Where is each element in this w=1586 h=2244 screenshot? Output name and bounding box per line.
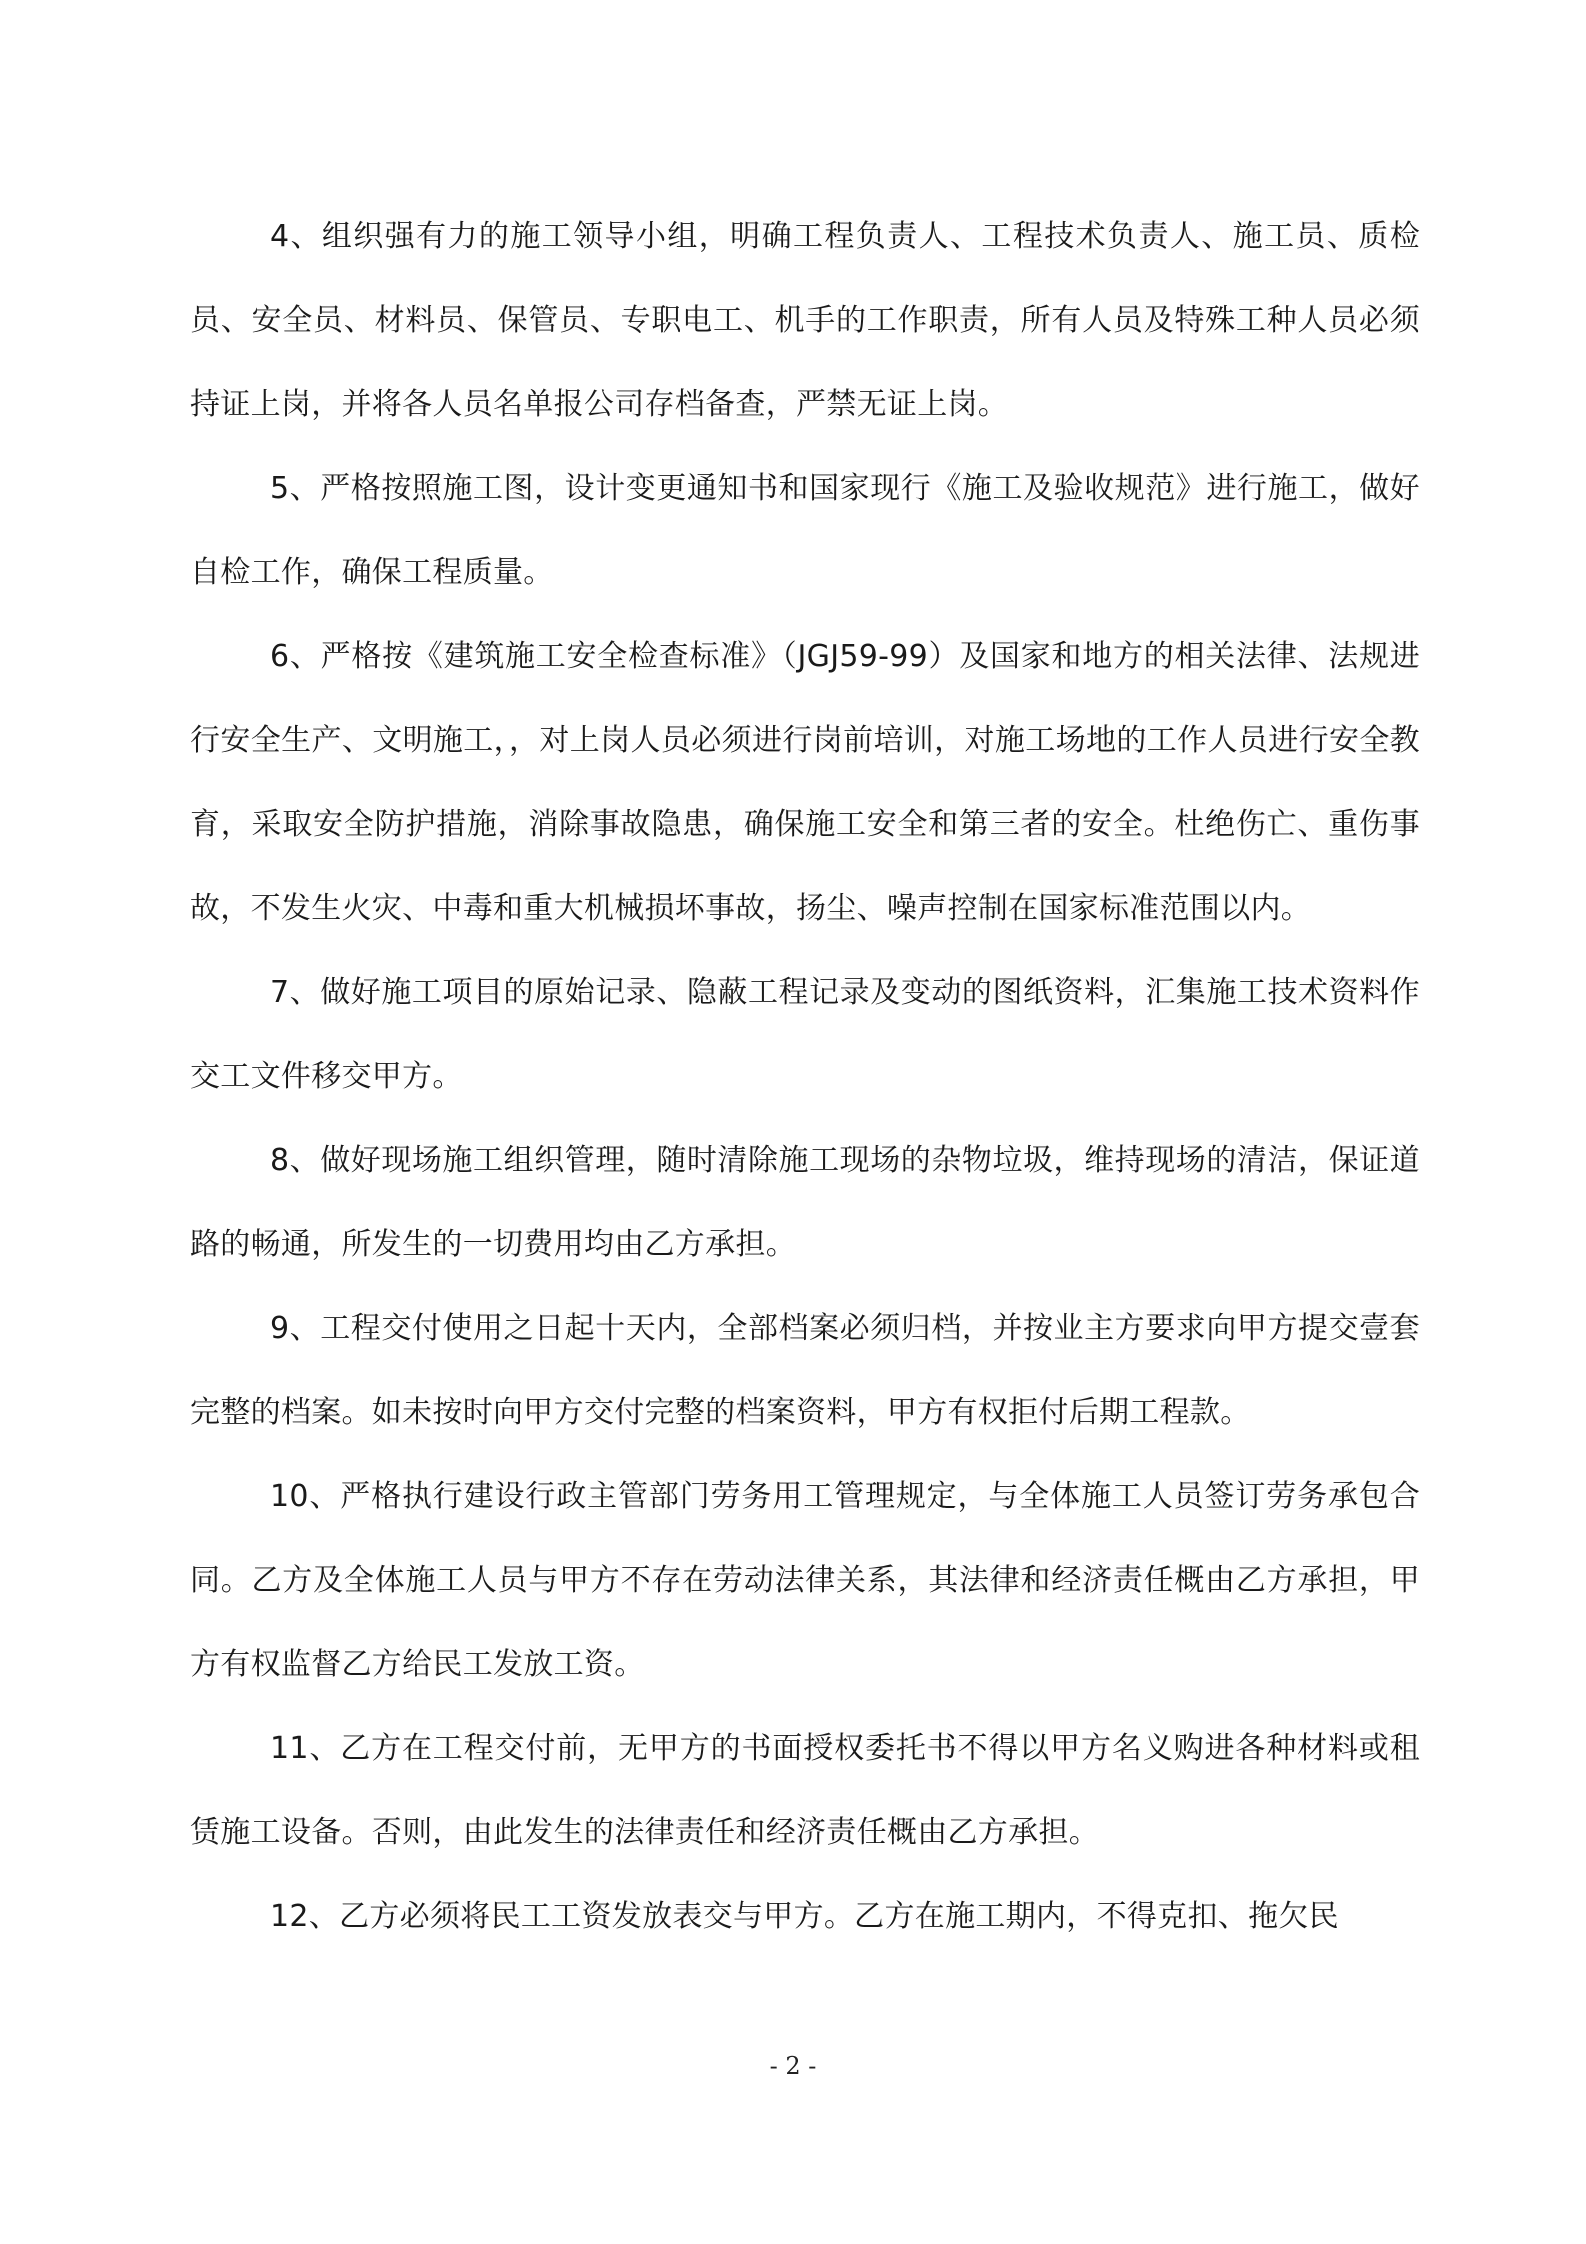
clause-7-paragraph: 7、做好施工项目的原始记录、隐蔽工程记录及变动的图纸资料，汇集施工技术资料作交工文件移交甲方。 xyxy=(190,975,1420,1094)
clause-5-paragraph: 5、严格按照施工图，设计变更通知书和国家现行《施工及验收规范》进行施工，做好自检工作，确保工程质量。 xyxy=(190,471,1420,590)
clause-4-paragraph: 4、组织强有力的施工领导小组，明确工程负责人、工程技术负责人、施工员、质检员、安全员、材料员、保管员、专职电工、机手的工作职责，所有人员及特殊工种人员必须持证上岗，并将各人员名单报公司存档备查，严禁无证上岗。 xyxy=(190,219,1420,422)
clause-12-paragraph: 12、乙方必须将民工工资发放表交与甲方。乙方在施工期内，不得克扣、拖欠民 xyxy=(270,1899,1339,1934)
clause-9-paragraph: 9、工程交付使用之日起十天内，全部档案必须归档，并按业主方要求向甲方提交壹套完整的档案。如未按时向甲方交付完整的档案资料，甲方有权拒付后期工程款。 xyxy=(190,1311,1420,1430)
clause-10-paragraph: 10、严格执行建设行政主管部门劳务用工管理规定，与全体施工人员签订劳务承包合同。乙方及全体施工人员与甲方不存在劳动法律关系，其法律和经济责任概由乙方承担，甲方有权监督乙方给民工发放工资。 xyxy=(190,1479,1420,1682)
clause-8-paragraph: 8、做好现场施工组织管理，随时清除施工现场的杂物垃圾，维持现场的清洁，保证道路的畅通，所发生的一切费用均由乙方承担。 xyxy=(190,1143,1420,1262)
clause-6-paragraph: 6、严格按《建筑施工安全检查标准》（JGJ59-99）及国家和地方的相关法律、法规进行安全生产、文明施工，，对上岗人员必须进行岗前培训，对施工场地的工作人员进行安全教育，采取安全防护措施，消除事故隐患，确保施工安全和第三者的安全。杜绝伤亡、重伤事故，不发生火灾、中毒和重大机械损坏事故，扬尘、噪声控制在国家标准范围以内。 xyxy=(190,639,1420,926)
clause-11-paragraph: 11、乙方在工程交付前，无甲方的书面授权委托书不得以甲方名义购进各种材料或租赁施工设备。否则，由此发生的法律责任和经济责任概由乙方承担。 xyxy=(190,1731,1420,1850)
page-number: - 2 - xyxy=(769,2052,817,2080)
document-body xyxy=(190,195,1420,1959)
